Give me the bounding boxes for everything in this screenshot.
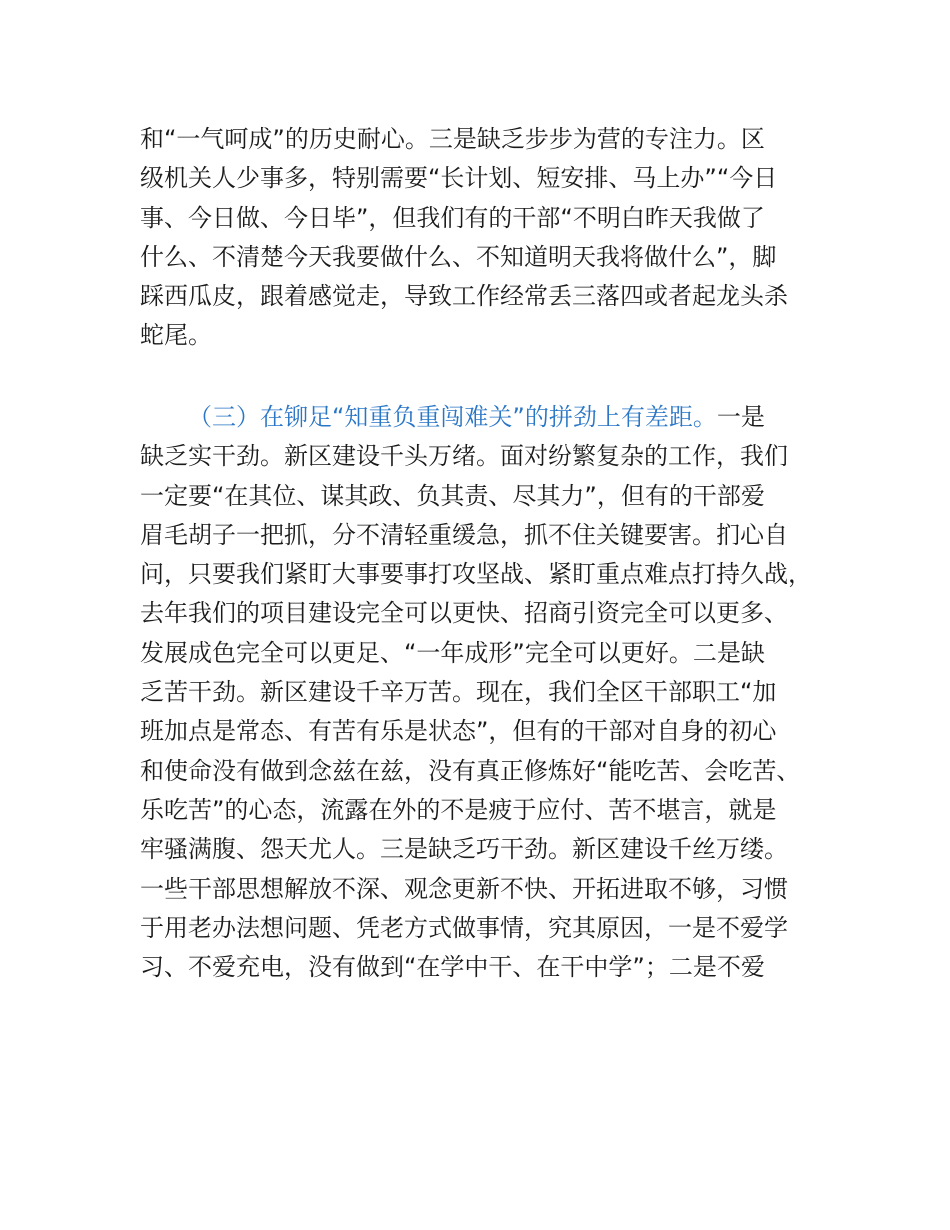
text-line: 问，只要我们紧盯大事要事打攻坚战、紧盯重点难点打持久战， — [140, 560, 812, 589]
text-line: 眉毛胡子一把抓，分不清轻重缓急，抓不住关键要害。扪心自 — [140, 520, 788, 549]
text-line: 习、不爱充电，没有做到“在学中干、在干中学”；二是不爱 — [140, 953, 765, 982]
text-line: 乐吃苦”的心态，流露在外的不是疲于应付、苦不堪言，就是 — [140, 795, 777, 824]
text-line: 和“一气呵成”的历史耐心。三是缺乏步步为营的专注力。区 — [140, 125, 765, 153]
text-line: 牢骚满腹、怨天尤人。三是缺乏巧干劲。新区建设千丝万缕。 — [140, 835, 788, 864]
text-line: 于用老办法想问题、凭老方式做事情，究其原因，一是不爱学 — [140, 913, 788, 942]
heading-line-rest: 一是 — [716, 403, 765, 431]
text-line: 一定要“在其位、谋其政、负其责、尽其力”，但有的干部爱 — [140, 481, 765, 510]
text-line: 蛇尾。 — [140, 321, 212, 350]
text-line: 班加点是常态、有苦有乐是状态”，但有的干部对自身的初心 — [140, 717, 777, 746]
text-line: 一些干部思想解放不深、观念更新不快、开拓进取不够，习惯 — [140, 874, 788, 903]
text-line-first — [140, 398, 840, 437]
text-line: 事、今日做、今日毕”，但我们有的干部“不明白昨天我做了 — [140, 203, 765, 232]
text-line: 踩西瓜皮，跟着感觉走，导致工作经常丢三落四或者起龙头杀 — [140, 282, 788, 311]
text-line: 去年我们的项目建设完全可以更快、招商引资完全可以更多、 — [140, 599, 788, 628]
text-line: 和使命没有做到念兹在兹，没有真正修炼好“能吃苦、会吃苦、 — [140, 756, 801, 785]
paragraph-1 — [140, 120, 840, 356]
text-line: 乏苦干劲。新区建设千辛万苦。现在，我们全区干部职工“加 — [140, 678, 777, 707]
text-line: 级机关人少事多，特别需要“长计划、短安排、马上办”“今日 — [140, 164, 778, 193]
text-line: 发展成色完全可以更足、“一年成形”完全可以更好。二是缺 — [140, 638, 765, 667]
section-heading: （三）在铆足“知重负重闯难关”的拼劲上有差距。 — [188, 403, 717, 431]
text-line: 什么、不清楚今天我要做什么、不知道明天我将做什么”，脚 — [140, 242, 777, 271]
paragraph-2 — [140, 398, 840, 987]
text-line: 缺乏实干劲。新区建设千头万绪。面对纷繁复杂的工作，我们 — [140, 442, 788, 471]
